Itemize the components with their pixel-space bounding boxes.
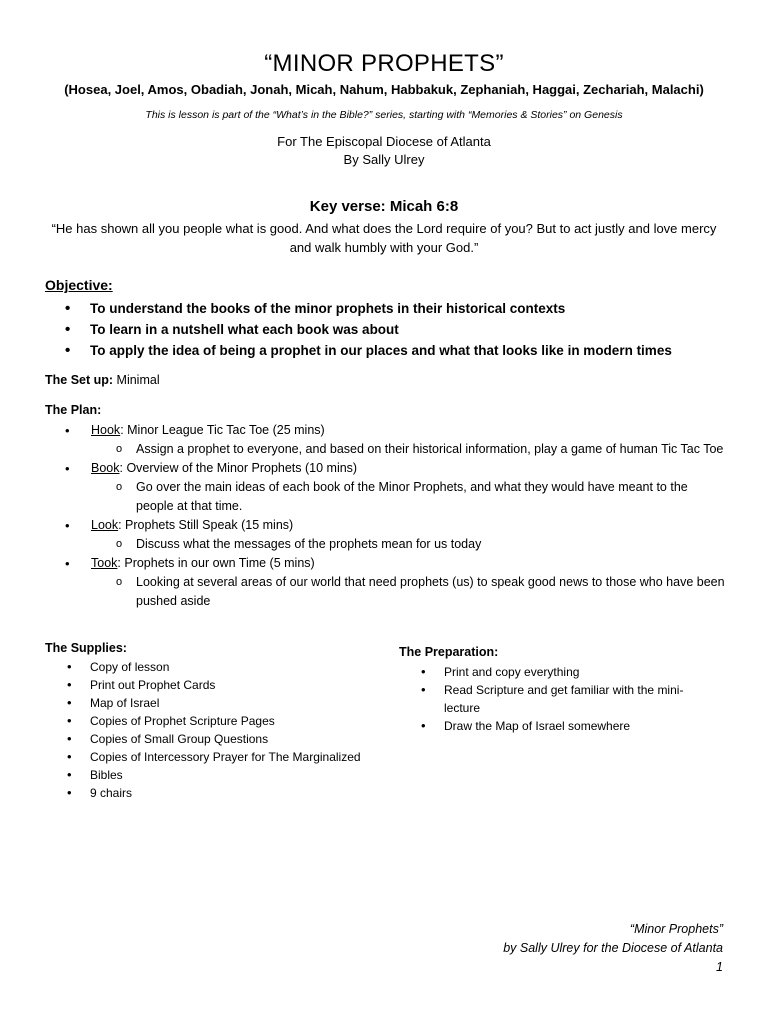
page-footer — [503, 920, 723, 977]
supply-item: • Copies of Small Group Questions — [45, 730, 385, 748]
plan-item-hook — [45, 421, 745, 459]
plan-detail: o Looking at several areas of our world that need prophets (us) to speak good news to those who have been pushed aside — [91, 573, 745, 611]
plan-detail: o Discuss what the messages of the prophets mean for us today — [91, 535, 745, 554]
key-verse-heading: Key verse: Micah 6:8 — [309, 198, 459, 215]
plan-sublist — [91, 535, 745, 554]
page-number: 1 — [716, 960, 723, 974]
supply-item: • Bibles — [45, 766, 385, 784]
plan-detail: o Assign a prophet to everyone, and based on their historical information, play a game of human Tic Tac Toe — [91, 440, 745, 459]
objective-heading: Objective: — [45, 277, 113, 293]
supply-item: • Copies of Prophet Scripture Pages — [45, 712, 385, 730]
plan-item-title: : Overview of the Minor Prophets (10 mins) — [119, 461, 358, 475]
plan-item-title: : Prophets Still Speak (15 mins) — [118, 518, 294, 532]
diocese-line: For The Episcopal Diocese of Atlanta — [277, 134, 491, 149]
objective-item: • To apply the idea of being a prophet in our places and what that looks like in modern times — [45, 340, 745, 361]
objective-list — [45, 298, 745, 361]
preparation-list — [399, 663, 719, 735]
plan-keyword: Took — [91, 556, 118, 570]
plan-list — [45, 421, 745, 611]
plan-keyword: Look — [91, 518, 119, 532]
plan-sublist — [91, 573, 745, 611]
preparation-item: • Draw the Map of Israel somewhere — [399, 717, 719, 735]
setup-line — [45, 373, 160, 387]
preparation-heading: The Preparation: — [399, 645, 499, 659]
setup-value: Minimal — [113, 373, 160, 387]
plan-detail: o Go over the main ideas of each book of the Minor Prophets, and what they would have meant to the people at that time. — [91, 478, 745, 516]
footer-title: “Minor Prophets” — [629, 922, 723, 936]
plan-item-title: : Minor League Tic Tac Toe (25 mins) — [120, 423, 325, 437]
plan-item-title: : Prophets in our own Time (5 mins) — [117, 556, 315, 570]
preparation-item: • Read Scripture and get familiar with the mini-lecture — [399, 681, 719, 717]
plan-keyword: Book — [91, 461, 120, 475]
preparation-item: • Print and copy everything — [399, 663, 719, 681]
plan-keyword: Hook — [91, 423, 121, 437]
plan-sublist — [91, 478, 745, 516]
footer-byline: by Sally Ulrey for the Diocese of Atlanta — [503, 941, 723, 955]
supply-item: • Copy of lesson — [45, 658, 385, 676]
key-verse-text: “He has shown all you people what is good. And what does the Lord require of you? But to act justly and love mercy and walk humbly with your God.” — [51, 221, 717, 255]
setup-label: The Set up: — [45, 373, 114, 387]
books-list: (Hosea, Joel, Amos, Obadiah, Jonah, Micah, Nahum, Habbakuk, Zephaniah, Haggai, Zechariah, Malachi) — [64, 82, 704, 97]
page-title: “MINOR PROPHETS” — [264, 50, 504, 77]
plan-item-book — [45, 459, 745, 516]
objective-item: • To learn in a nutshell what each book was about — [45, 319, 745, 340]
author-line: By Sally Ulrey — [343, 152, 425, 167]
supply-item: • Map of Israel — [45, 694, 385, 712]
plan-sublist — [91, 440, 745, 459]
supplies-heading: The Supplies: — [45, 641, 127, 655]
plan-item-took — [45, 554, 745, 611]
series-note: This is lesson is part of the “What’s in the Bible?” series, starting with “Memories & Stories” on Genesis — [145, 109, 623, 121]
supply-item: • Copies of Intercessory Prayer for The Marginalized — [45, 748, 385, 766]
diocese-block — [0, 133, 768, 169]
plan-heading: The Plan: — [45, 403, 102, 417]
objective-item: • To understand the books of the minor prophets in their historical contexts — [45, 298, 745, 319]
plan-item-look — [45, 516, 745, 554]
supply-item: • Print out Prophet Cards — [45, 676, 385, 694]
supplies-list — [45, 658, 385, 802]
supply-item: • 9 chairs — [45, 784, 385, 802]
